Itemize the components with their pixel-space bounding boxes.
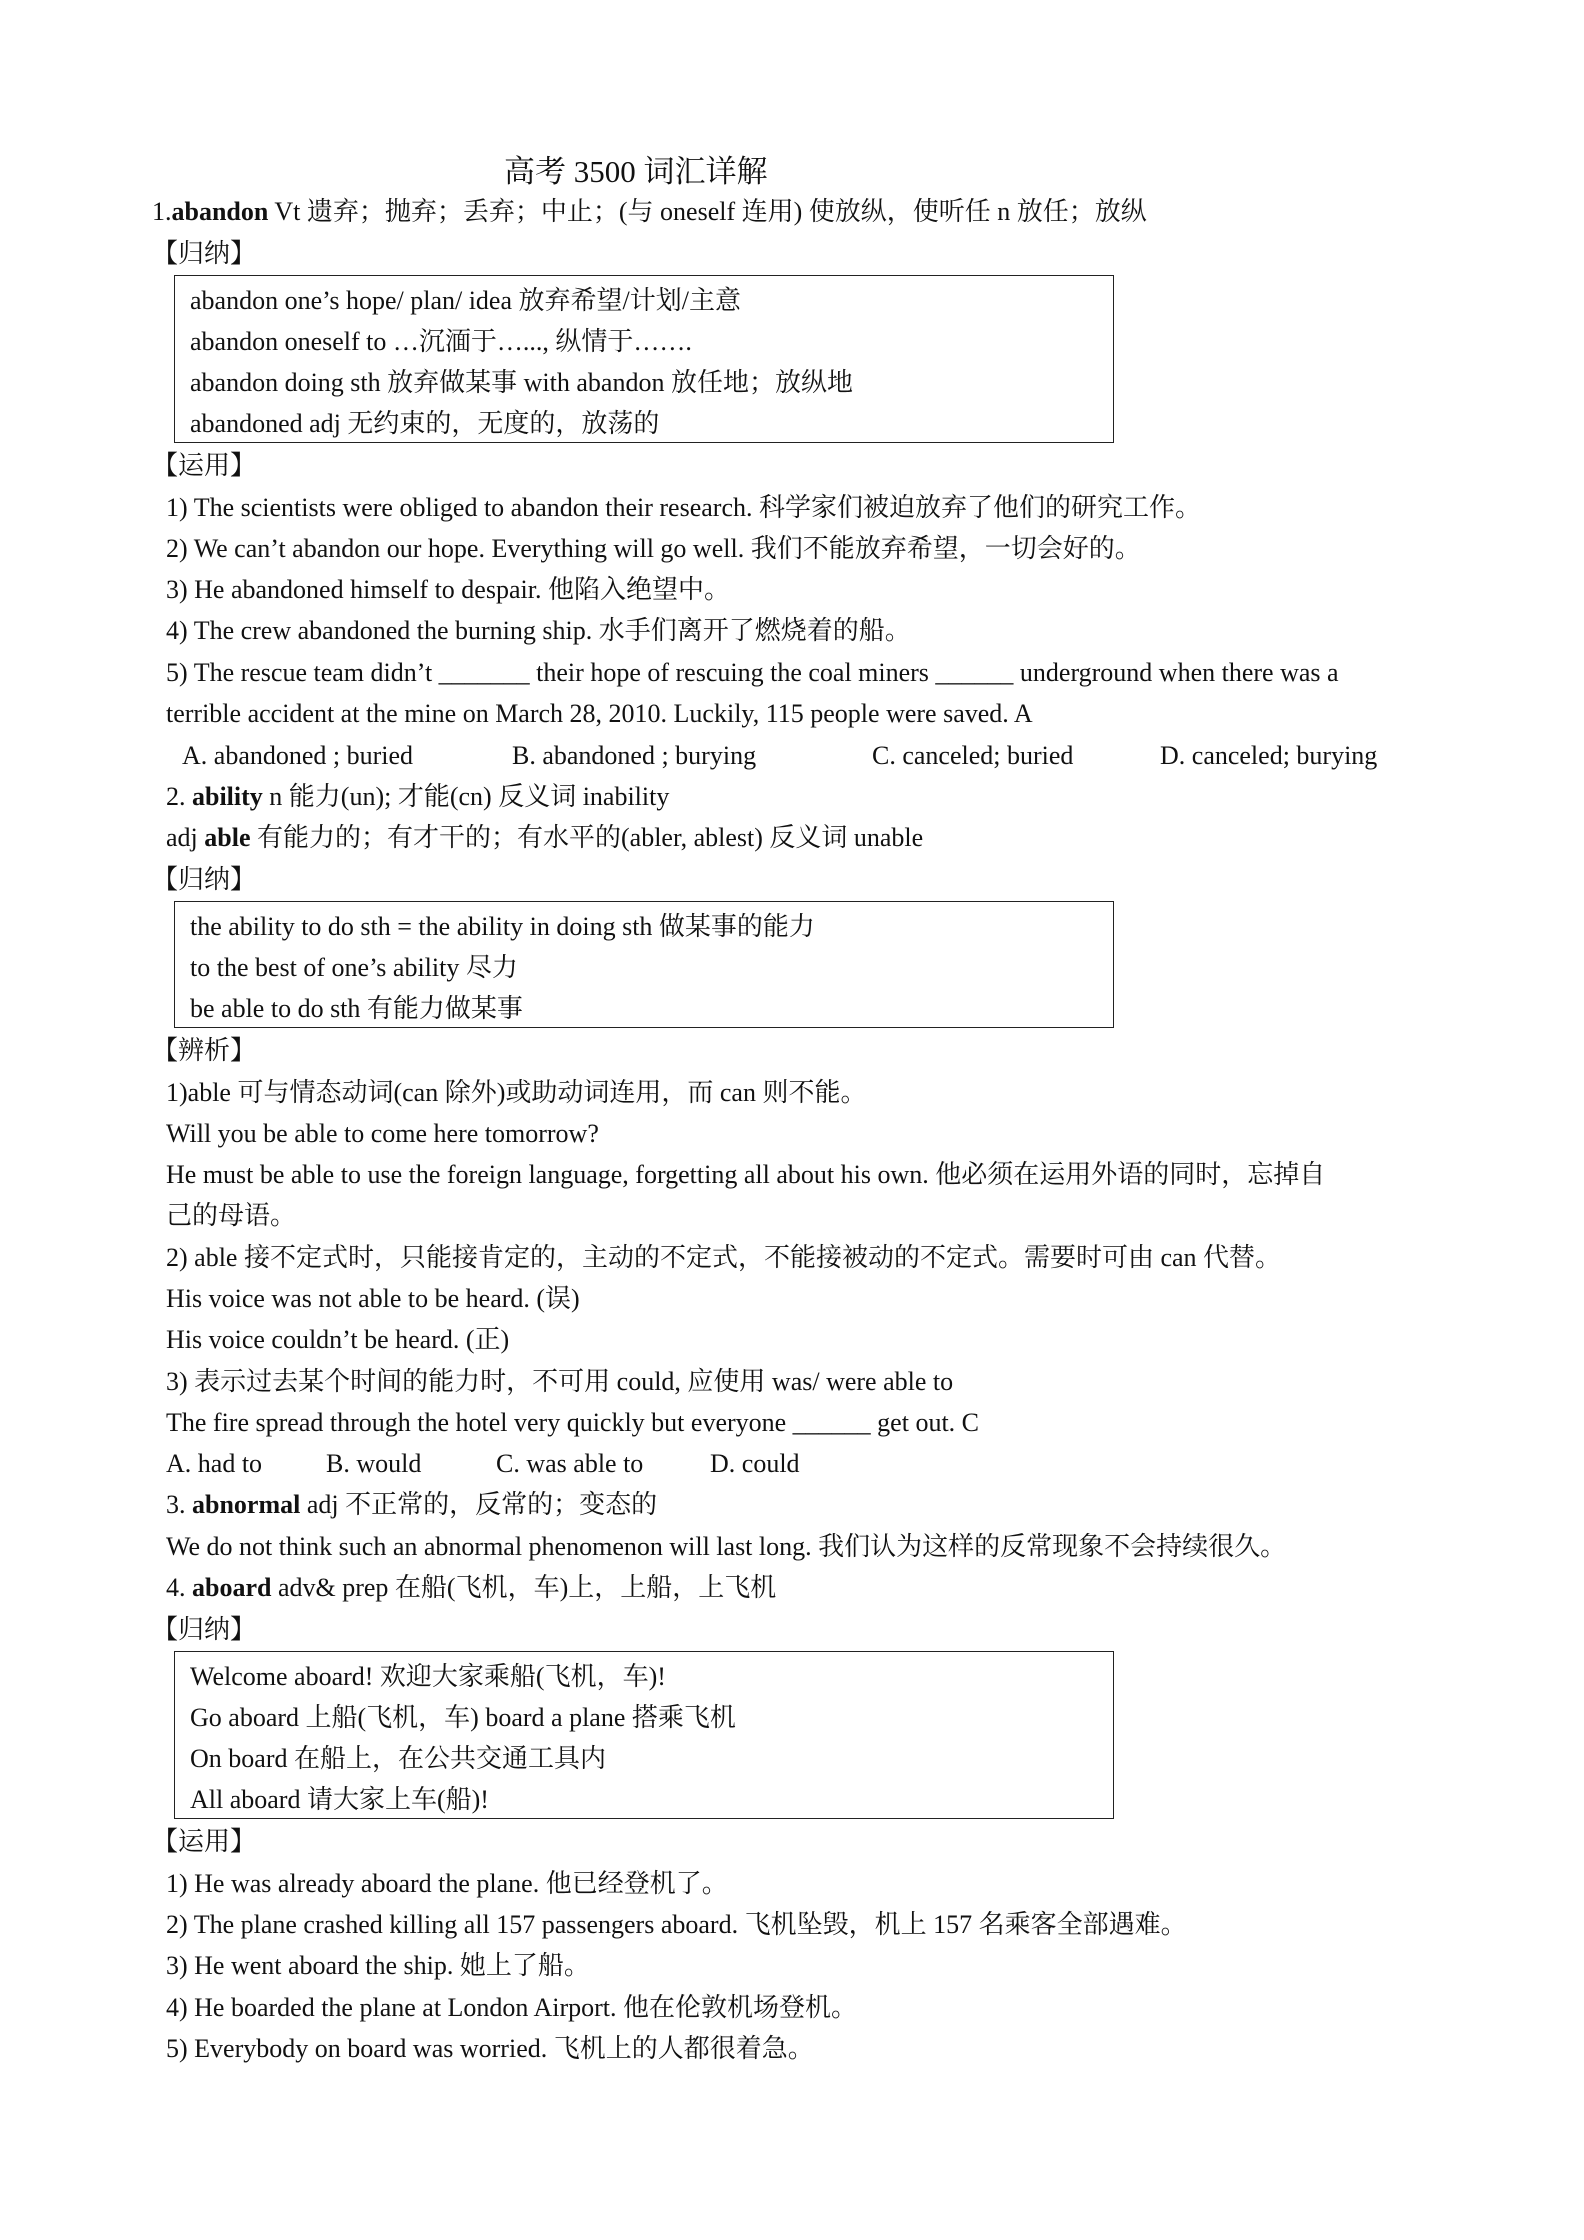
definition: Vt 遗弃；抛弃；丢弃；中止；(与 oneself 连用) 使放纵，使听任 n 放任；放纵 — [268, 197, 1147, 226]
option-a: A. had to — [166, 1449, 263, 1478]
example-line: We do not think such an abnormal phenomenon will last long. 我们认为这样的反常现象不会持续很久。 — [166, 1532, 1287, 1561]
entry-abandon-heading — [152, 192, 1147, 232]
usage-line: 2) The plane crashed killing all 157 passengers aboard. 飞机坠毁，机上 157 名乘客全部遇难。 — [166, 1910, 1187, 1939]
option-a: A. abandoned ; buried — [182, 741, 414, 770]
definition: 有能力的；有才干的；有水平的(abler, ablest) 反义词 unable — [250, 823, 924, 852]
summary-line: to the best of one’s ability 尽力 — [190, 953, 518, 982]
summary-line: abandoned adj 无约束的，无度的，放荡的 — [190, 409, 660, 438]
analysis-line: His voice was not able to be heard. (误) — [166, 1284, 580, 1313]
usage-line: 1) He was already aboard the plane. 他已经登机了。 — [166, 1869, 728, 1898]
summary-line: abandon doing sth 放弃做某事 with abandon 放任地；放纵地 — [190, 368, 853, 397]
analysis-line: Will you be able to come here tomorrow? — [166, 1119, 599, 1148]
usage-line: 4) The crew abandoned the burning ship. 水手们离开了燃烧着的船。 — [166, 616, 911, 645]
usage-line: 1) The scientists were obliged to abandon their research. 科学家们被迫放弃了他们的研究工作。 — [166, 493, 1201, 522]
usage-line: 5) The rescue team didn’t _______ their hope of rescuing the coal miners ______ underground when there was a — [166, 658, 1339, 687]
option-b: B. would — [326, 1449, 422, 1478]
usage-line: 3) He went aboard the ship. 她上了船。 — [166, 1951, 590, 1980]
definition: n 能力(un); 才能(cn) 反义词 inability — [262, 782, 670, 811]
summary-line: Welcome aboard! 欢迎大家乘船(飞机，车)! — [190, 1662, 666, 1691]
headword: ability — [192, 782, 263, 811]
entry-abnormal-heading — [166, 1485, 657, 1525]
section-label-summary: 【归纳】 — [152, 865, 257, 894]
definition: adj 不正常的，反常的；变态的 — [300, 1490, 658, 1519]
summary-line: All aboard 请大家上车(船)! — [190, 1785, 489, 1814]
summary-line: Go aboard 上船(飞机，车) board a plane 搭乘飞机 — [190, 1703, 736, 1732]
entry-able-line — [166, 818, 923, 858]
analysis-line: His voice couldn’t be heard. (正) — [166, 1325, 510, 1354]
option-d: D. canceled; burying — [1160, 741, 1378, 770]
summary-line: On board 在船上，在公共交通工具内 — [190, 1744, 606, 1773]
entry-ability-heading — [166, 777, 669, 817]
section-label-summary: 【归纳】 — [152, 239, 257, 268]
analysis-line: 1)able 可与情态动词(can 除外)或助动词连用，而 can 则不能。 — [166, 1078, 867, 1107]
entry-number: 4. — [166, 1573, 192, 1602]
option-b: B. abandoned ; burying — [512, 741, 757, 770]
usage-line: 3) He abandoned himself to despair. 他陷入绝望中。 — [166, 575, 730, 604]
entry-number: 1. — [152, 197, 172, 226]
usage-line: terrible accident at the mine on March 28, 2010. Luckily, 115 people were saved. A — [166, 699, 1033, 728]
headword: abandon — [171, 197, 269, 226]
summary-line: abandon one’s hope/ plan/ idea 放弃希望/计划/主意 — [190, 286, 741, 315]
entry-number: 2. — [166, 782, 192, 811]
summary-line: be able to do sth 有能力做某事 — [190, 994, 523, 1023]
analysis-line: 2) able 接不定式时，只能接肯定的，主动的不定式，不能接被动的不定式。需要时可由 can 代替。 — [166, 1243, 1282, 1272]
usage-line: 5) Everybody on board was worried. 飞机上的人都很着急。 — [166, 2034, 814, 2063]
entry-number: 3. — [166, 1490, 192, 1519]
analysis-line: The fire spread through the hotel very quickly but everyone ______ get out. C — [166, 1408, 980, 1437]
headword: abnormal — [192, 1490, 301, 1519]
usage-line: 4) He boarded the plane at London Airport. 他在伦敦机场登机。 — [166, 1993, 858, 2022]
part-of-speech: adj — [166, 823, 205, 852]
section-label-usage: 【运用】 — [152, 451, 257, 480]
analysis-line: 3) 表示过去某个时间的能力时，不可用 could, 应使用 was/ were able to — [166, 1367, 954, 1396]
analysis-line: He must be able to use the foreign language, forgetting all about his own. 他必须在运用外语的同时，忘掉自 — [166, 1160, 1326, 1189]
definition: adv& prep 在船(飞机，车)上，上船，上飞机 — [271, 1573, 777, 1602]
section-label-usage: 【运用】 — [152, 1827, 257, 1856]
headword: able — [204, 823, 251, 852]
page-title: 高考 3500 词汇详解 — [504, 154, 768, 189]
analysis-line: 己的母语。 — [166, 1201, 297, 1230]
summary-line: abandon oneself to …沉湎于…..., 纵情于……. — [190, 327, 692, 356]
usage-line: 2) We can’t abandon our hope. Everything will go well. 我们不能放弃希望，一切会好的。 — [166, 534, 1141, 563]
entry-aboard-heading — [166, 1568, 776, 1608]
option-c: C. canceled; buried — [872, 741, 1074, 770]
option-c: C. was able to — [496, 1449, 644, 1478]
headword: aboard — [192, 1573, 272, 1602]
section-label-summary: 【归纳】 — [152, 1615, 257, 1644]
option-d: D. could — [710, 1449, 800, 1478]
summary-line: the ability to do sth = the ability in doing sth 做某事的能力 — [190, 912, 815, 941]
section-label-analysis: 【辨析】 — [152, 1036, 257, 1065]
